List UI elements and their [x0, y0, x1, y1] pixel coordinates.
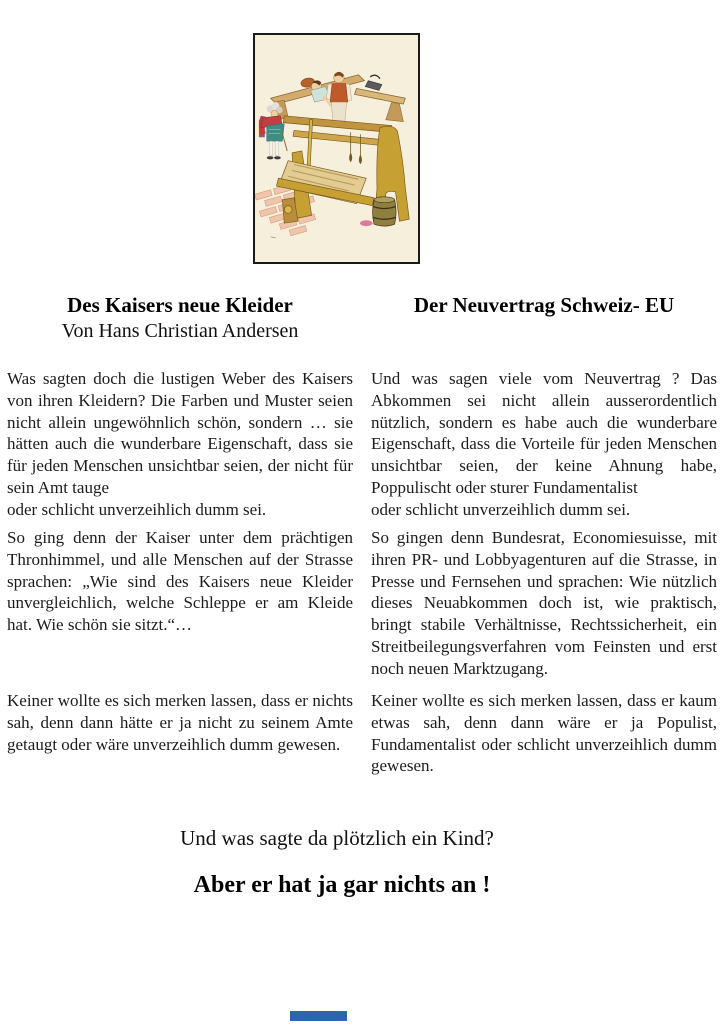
barrel: [373, 197, 396, 226]
right-article: [371, 292, 717, 848]
left-paragraph-1: [7, 368, 353, 521]
left-paragraph-3: Keiner wollte es sich merken lassen, dass er nichts sah, denn dann hätte er ja nicht zu seinem Amte getaugt oder wäre unverzeihlich dumm gewesen.: [7, 691, 353, 754]
article-columns: [7, 292, 717, 848]
left-article-body: [7, 368, 353, 848]
right-paragraph-1-tail: oder schlicht unverzeihlich dumm sei.: [371, 499, 631, 519]
pink-spill: [360, 220, 373, 226]
right-paragraph-1-main: Und was sagen viele vom Neuvertrag ? Das Abkommen sei nicht allein ausserordentlich nützlich, sondern es habe auch die wunderbare Eigenschaft, dass die Vorteile für jeden Menschen unsichtbar seien, der keine Ahnung habe, Poppulischt oder sturer Fundamentalist: [371, 369, 717, 497]
right-article-title: Der Neuvertrag Schweiz- EU: [413, 293, 675, 317]
emperors-new-clothes-illustration: [253, 33, 420, 264]
left-paragraph-2: So ging denn der Kaiser unter dem prächtigen Thronhimmel, und alle Menschen auf der Strasse sprachen: „Wie sind des Kaisers neue Kleider unvergleichlich, welche Schleppe er am Kleide hat. Wie schön sie sitzt.“…: [7, 528, 353, 635]
left-article-title: Des Kaisers neue Kleider: [67, 293, 293, 317]
right-paragraph-3: Keiner wollte es sich merken lassen, dass er kaum etwas sah, denn dann wäre er ja Populist, Fundamentalist oder schlicht unverzeihlich dumm gewesen.: [371, 691, 717, 776]
left-article: [7, 292, 353, 848]
right-paragraph-1: [371, 368, 717, 521]
left-paragraph-1-tail: oder schlicht unverzeihlich dumm sei.: [7, 499, 267, 519]
child-question-line: Und was sagte da plötzlich ein Kind?: [180, 826, 494, 850]
illustration-drawing: [255, 35, 418, 262]
footer-blue-mark: [290, 1011, 347, 1021]
child-exclamation-line: Aber er hat ja gar nichts an !: [193, 872, 491, 898]
right-paragraph-2: So gingen denn Bundesrat, Economiesuisse, mit ihren PR- und Lobbyagenturen auf die Strasse, in Presse und Fernsehen und sprachen: Wie nützlich dieses Neuabkommen doch ist, wie praktisch, bringt stabile Verhältnisse, Rechtssicherheit, ein Streitbeilegungsverfahren vom Feinsten und erst noch neuen Marktzugang.: [371, 528, 717, 678]
right-article-body: [371, 368, 717, 848]
right-article-header: [371, 292, 717, 368]
left-article-header: [7, 292, 353, 368]
left-article-author: Von Hans Christian Andersen: [61, 320, 299, 342]
left-paragraph-1-main: Was sagten doch die lustigen Weber des Kaisers von ihren Kleidern? Die Farben und Muster seien nicht allein ungewöhnlich schön, sondern … sie hätten auch die wunderbare Eigenschaft, dass sie für jeden Menschen unsichtbar seien, der nicht für sein Amt tauge: [7, 369, 353, 497]
